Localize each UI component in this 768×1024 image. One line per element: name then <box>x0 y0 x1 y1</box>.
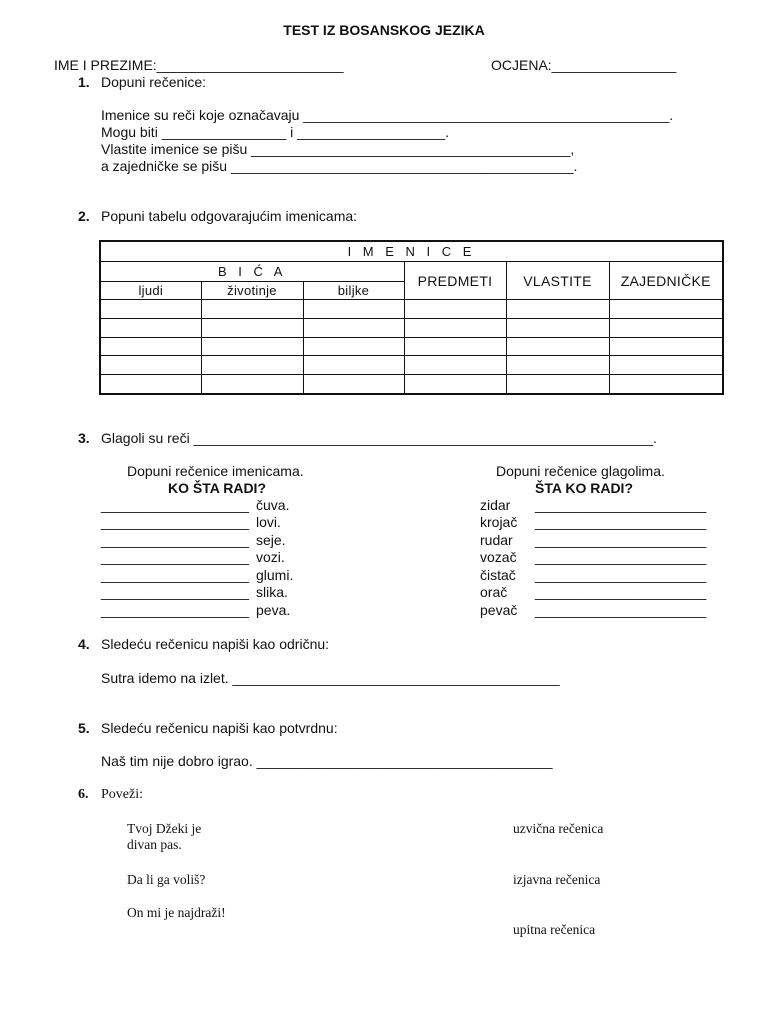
table-row <box>100 356 723 375</box>
q3-verb: slika. <box>256 584 288 600</box>
table-cell[interactable] <box>404 299 506 318</box>
table-row <box>100 337 723 356</box>
table-row <box>100 375 723 394</box>
q3-noun: pevač <box>480 602 518 618</box>
q6-left-item: Da li ga voliš? <box>127 872 206 887</box>
q6-right-item: upitna rečenica <box>513 922 596 937</box>
q3-right-subtitle: ŠTA KO RADI? <box>535 480 633 496</box>
q3-left-blank: ___________________ <box>101 567 249 583</box>
q3-left-blank: ___________________ <box>101 497 249 513</box>
table-cell[interactable] <box>100 318 201 337</box>
q6-right-item: izjavna rečenica <box>513 872 601 887</box>
table-cell[interactable] <box>303 318 404 337</box>
grade-field: OCJENA:________________ <box>491 57 677 73</box>
q2-instruction: Popuni tabelu odgovarajućim imenicama: <box>101 208 358 224</box>
q6-number: 6. <box>78 787 89 802</box>
q3-number: 3. <box>78 430 90 446</box>
q6-left-item: divan pas. <box>127 837 182 852</box>
table-cell[interactable] <box>506 375 609 394</box>
table-cell[interactable] <box>100 299 201 318</box>
q3-noun: vozač <box>480 549 517 565</box>
q1-line: Imenice su reči koje označavaju _______________________________________________. <box>101 107 674 123</box>
q3-right-blank: ______________________ <box>535 497 707 513</box>
q3-right-blank: ______________________ <box>535 584 707 600</box>
q1-line: Mogu biti ________________ i ___________________. <box>101 124 449 140</box>
q3-text: Glagoli su reči ___________________________________________________________. <box>101 430 657 446</box>
table-main-header: I M E N I C E <box>100 241 723 262</box>
q1-line: Vlastite imenice se pišu _________________________________________, <box>101 141 575 157</box>
table-cell[interactable] <box>404 318 506 337</box>
table-cell[interactable] <box>506 356 609 375</box>
table-cell[interactable] <box>609 318 723 337</box>
q3-noun: zidar <box>480 497 511 513</box>
table-cell[interactable] <box>609 375 723 394</box>
q4-number: 4. <box>78 636 90 652</box>
nouns-table <box>99 240 724 395</box>
table-col-vlastite: VLASTITE <box>506 262 609 300</box>
q3-noun: krojač <box>480 514 518 530</box>
table-cell[interactable] <box>201 356 303 375</box>
table-cell[interactable] <box>506 337 609 356</box>
table-cell[interactable] <box>609 356 723 375</box>
q3-right-blank: ______________________ <box>535 514 707 530</box>
name-field: IME I PREZIME:________________________ <box>54 57 344 73</box>
q3-left-subtitle: KO ŠTA RADI? <box>168 480 266 496</box>
table-cell[interactable] <box>201 337 303 356</box>
q3-noun: rudar <box>480 532 513 548</box>
q6-instruction: Poveži: <box>101 787 143 802</box>
table-cell[interactable] <box>609 299 723 318</box>
q5-sentence: Naš tim nije dobro igrao. ______________________________________ <box>101 753 553 769</box>
q3-left-blank: ___________________ <box>101 584 249 600</box>
q3-right-blank: ______________________ <box>535 602 707 618</box>
q3-verb: vozi. <box>256 549 285 565</box>
page-title: TEST IZ BOSANSKOG JEZIKA <box>283 22 485 38</box>
table-col-ljudi: ljudi <box>100 282 201 300</box>
table-cell[interactable] <box>506 299 609 318</box>
table-cell[interactable] <box>100 337 201 356</box>
table-cell[interactable] <box>303 337 404 356</box>
table-cell[interactable] <box>609 337 723 356</box>
table-cell[interactable] <box>506 318 609 337</box>
q4-instruction: Sledeću rečenicu napiši kao odričnu: <box>101 636 330 652</box>
table-bica-header: B I Ć A <box>100 262 404 282</box>
q1-line: a zajedničke se pišu ____________________________________________. <box>101 158 578 174</box>
table-cell[interactable] <box>201 375 303 394</box>
table-col-biljke: biljke <box>303 282 404 300</box>
table-row <box>100 299 723 318</box>
q6-left-item: Tvoj Džeki je <box>127 821 202 836</box>
q3-left-blank: ___________________ <box>101 602 249 618</box>
table-cell[interactable] <box>404 337 506 356</box>
table-cell[interactable] <box>404 356 506 375</box>
q1-number: 1. <box>78 74 90 90</box>
table-row <box>100 318 723 337</box>
q3-left-blank: ___________________ <box>101 549 249 565</box>
q3-right-blank: ______________________ <box>535 549 707 565</box>
table-col-zivotinje: životinje <box>201 282 303 300</box>
table-cell[interactable] <box>404 375 506 394</box>
q3-verb: peva. <box>256 602 291 618</box>
table-col-zajednicke: ZAJEDNIČKE <box>609 262 723 300</box>
q3-verb: čuva. <box>256 497 290 513</box>
q3-verb: seje. <box>256 532 286 548</box>
q6-left-item: On mi je najdraži! <box>127 905 226 920</box>
q3-left-instruction: Dopuni rečenice imenicama. <box>127 463 304 479</box>
q6-right-item: uzvična rečenica <box>513 821 604 836</box>
table-cell[interactable] <box>303 356 404 375</box>
q3-noun: orač <box>480 584 508 600</box>
q3-verb: lovi. <box>256 514 281 530</box>
q1-instruction: Dopuni rečenice: <box>101 74 207 90</box>
q5-instruction: Sledeću rečenicu napiši kao potvrdnu: <box>101 720 338 736</box>
q4-sentence: Sutra idemo na izlet. __________________________________________ <box>101 670 560 686</box>
table-cell[interactable] <box>303 375 404 394</box>
q3-noun: čistač <box>480 567 516 583</box>
table-cell[interactable] <box>100 356 201 375</box>
table-cell[interactable] <box>303 299 404 318</box>
q3-right-instruction: Dopuni rečenice glagolima. <box>496 463 665 479</box>
q3-right-blank: ______________________ <box>535 532 707 548</box>
q3-right-blank: ______________________ <box>535 567 707 583</box>
table-col-predmeti: PREDMETI <box>404 262 506 300</box>
table-cell[interactable] <box>201 318 303 337</box>
table-cell[interactable] <box>201 299 303 318</box>
q5-number: 5. <box>78 720 90 736</box>
q2-number: 2. <box>78 208 90 224</box>
q3-left-blank: ___________________ <box>101 514 249 530</box>
table-cell[interactable] <box>100 375 201 394</box>
q3-verb: glumi. <box>256 567 294 583</box>
q3-left-blank: ___________________ <box>101 532 249 548</box>
